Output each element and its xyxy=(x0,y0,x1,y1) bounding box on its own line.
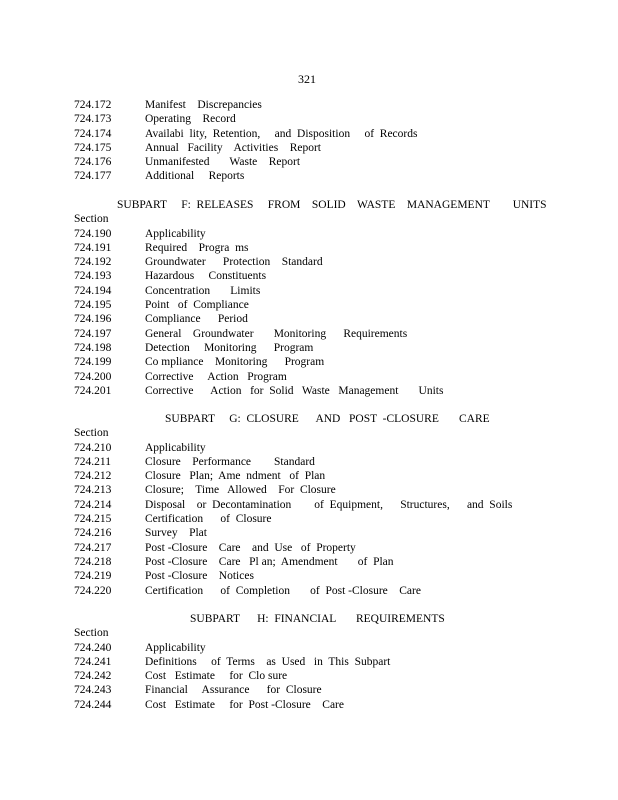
section-title: Corrective Action for Solid Waste Management Units xyxy=(145,384,444,397)
section-title: Applicability xyxy=(145,441,206,454)
section-title: Corrective Action Program xyxy=(145,370,287,383)
toc-block-records xyxy=(0,98,618,184)
toc-entry xyxy=(0,155,618,169)
section-number: 724.193 xyxy=(74,270,112,283)
toc-entry xyxy=(0,526,618,540)
section-number: 724.213 xyxy=(74,484,112,497)
section-title: Groundwater Protection Standard xyxy=(145,256,323,269)
subpart-heading: SUBPART G: CLOSURE AND POST -CLOSURE CARE xyxy=(165,413,490,425)
section-number: 724.194 xyxy=(74,284,112,297)
section-title: Unmanifested Waste Report xyxy=(145,156,301,169)
toc-entry xyxy=(0,555,618,569)
section-number: 724.200 xyxy=(74,370,112,383)
toc-entry xyxy=(0,498,618,512)
section-number: 724.219 xyxy=(74,570,112,583)
toc-entry xyxy=(0,455,618,469)
toc-entry xyxy=(0,269,618,283)
section-title: Annual Facility Activities Report xyxy=(145,141,321,154)
section-number: 724.175 xyxy=(74,141,112,154)
toc-entry xyxy=(0,512,618,526)
section-title: Applicability xyxy=(145,641,206,654)
toc-entry xyxy=(0,669,618,683)
section-title: Financial Assurance for Closure xyxy=(145,684,322,697)
toc-entry xyxy=(0,441,618,455)
section-title: Certification of Closure xyxy=(145,513,272,526)
section-title: Cost Estimate for Post -Closure Care xyxy=(145,698,344,711)
subpart-heading: SUBPART F: RELEASES FROM SOLID WASTE MANAGEMENT UNITS xyxy=(117,199,547,211)
section-number: 724.216 xyxy=(74,527,112,540)
section-title: Detection Monitoring Program xyxy=(145,341,314,354)
section-title: Availabi lity, Retention, and Disposition of Records xyxy=(145,127,418,140)
toc-entry xyxy=(0,112,618,126)
section-title: Hazardous Constituents xyxy=(145,270,267,283)
toc-entry xyxy=(0,370,618,384)
toc-entry xyxy=(0,241,618,255)
toc-entry xyxy=(0,169,618,183)
section-column-label: Section xyxy=(74,627,109,640)
toc-entry xyxy=(0,584,618,598)
toc-block-subpart-g xyxy=(0,412,618,598)
section-title: Survey Plat xyxy=(145,527,207,540)
toc-entry xyxy=(0,683,618,697)
section-number: 724.173 xyxy=(74,113,112,126)
section-title: Compliance Period xyxy=(145,313,248,326)
toc-entry xyxy=(0,327,618,341)
section-number: 724.197 xyxy=(74,327,112,340)
section-title: Co mpliance Monitoring Program xyxy=(145,356,325,369)
section-title: Cost Estimate for Clo sure xyxy=(145,670,288,683)
toc-entry xyxy=(0,641,618,655)
toc-block-subpart-f xyxy=(0,198,618,398)
section-title: Disposal or Decontamination of Equipment, Structures, and Soils xyxy=(145,498,513,511)
section-number: 724.195 xyxy=(74,299,112,312)
section-number: 724.191 xyxy=(74,241,112,254)
section-number: 724.176 xyxy=(74,156,112,169)
section-title: Closure Performance Standard xyxy=(145,455,315,468)
section-number: 724.243 xyxy=(74,684,112,697)
toc-entry xyxy=(0,384,618,398)
section-number: 724.190 xyxy=(74,227,112,240)
section-title: Post -Closure Care and Use of Property xyxy=(145,541,356,554)
section-number: 724.198 xyxy=(74,341,112,354)
section-number: 724.240 xyxy=(74,641,112,654)
section-number: 724.220 xyxy=(74,584,112,597)
toc-entry xyxy=(0,312,618,326)
section-column-label: Section xyxy=(74,427,109,440)
section-number: 724.215 xyxy=(74,513,112,526)
subpart-heading: SUBPART H: FINANCIAL REQUIREMENTS xyxy=(190,613,445,625)
toc-entry xyxy=(0,655,618,669)
section-title: Additional Reports xyxy=(145,170,245,183)
toc-block-subpart-h xyxy=(0,612,618,712)
section-title: Post -Closure Notices xyxy=(145,570,254,583)
toc-entry xyxy=(0,483,618,497)
section-number: 724.201 xyxy=(74,384,112,397)
section-title: Required Progra ms xyxy=(145,241,249,254)
section-number: 724.212 xyxy=(74,470,112,483)
section-number: 724.192 xyxy=(74,256,112,269)
section-number: 724.217 xyxy=(74,541,112,554)
section-number: 724.244 xyxy=(74,698,112,711)
section-number: 724.172 xyxy=(74,99,112,111)
toc-entry xyxy=(0,341,618,355)
section-number: 724.196 xyxy=(74,313,112,326)
toc-entry xyxy=(0,255,618,269)
toc-entry xyxy=(0,569,618,583)
section-number: 724.199 xyxy=(74,356,112,369)
toc-entry xyxy=(0,141,618,155)
section-number: 724.174 xyxy=(74,127,112,140)
toc-entry xyxy=(0,98,618,112)
toc-entry xyxy=(0,284,618,298)
toc-entry xyxy=(0,298,618,312)
section-number: 724.242 xyxy=(74,670,112,683)
section-number: 724.177 xyxy=(74,170,112,183)
page-number: 321 xyxy=(298,72,316,86)
section-title: Applicability xyxy=(145,227,206,240)
toc-entry xyxy=(0,127,618,141)
toc-entry xyxy=(0,227,618,241)
section-title: Closure; Time Allowed For Closure xyxy=(145,484,336,497)
toc-entry xyxy=(0,698,618,712)
section-title: Definitions of Terms as Used in This Subpart xyxy=(145,655,391,668)
toc-entry xyxy=(0,469,618,483)
section-title: Concentration Limits xyxy=(145,284,261,297)
section-number: 724.218 xyxy=(74,555,112,568)
section-title: General Groundwater Monitoring Requirements xyxy=(145,327,408,340)
toc-entry xyxy=(0,541,618,555)
section-title: Post -Closure Care Pl an; Amendment of Plan xyxy=(145,555,394,568)
section-number: 724.210 xyxy=(74,441,112,454)
section-title: Point of Compliance xyxy=(145,299,249,312)
section-column-label: Section xyxy=(74,213,109,226)
section-number: 724.214 xyxy=(74,498,112,511)
section-title: Operating Record xyxy=(145,113,236,126)
section-title: Closure Plan; Ame ndment of Plan xyxy=(145,470,326,483)
section-number: 724.241 xyxy=(74,655,112,668)
section-number: 724.211 xyxy=(74,455,111,468)
section-title: Manifest Discrepancies xyxy=(145,99,262,111)
section-title: Certification of Completion of Post -Closure Care xyxy=(145,584,421,597)
toc-entry xyxy=(0,355,618,369)
